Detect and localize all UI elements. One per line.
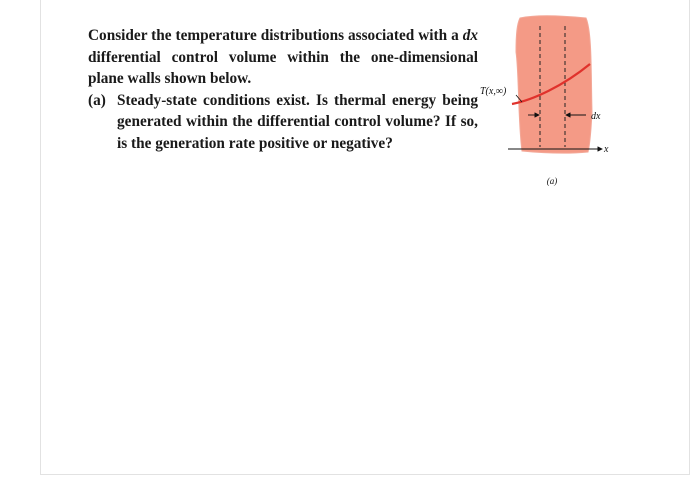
temperature-label: T(x,∞) [480,86,507,97]
wall-diagram [480,12,628,197]
part-a [88,90,478,155]
intro-text-end: differential control volume within the one-dimensional plane walls shown below. [88,48,478,88]
figure-caption: (a) [546,176,558,186]
part-a-text: Steady-state conditions exist. Is thermal energy being generated within the differential control volume? If so, is the generation rate positive or negative? [117,91,478,152]
wall-temperature-figure [480,12,628,197]
problem-intro [88,25,478,90]
dx-label: dx [591,111,601,122]
plane-wall [516,16,592,153]
x-axis-label: x [604,144,609,155]
part-a-label: (a) [88,91,106,109]
problem-statement [88,25,478,155]
intro-text-start: Consider the temperature distributions associated with a [88,27,459,44]
intro-dx-symbol: dx [462,27,478,44]
